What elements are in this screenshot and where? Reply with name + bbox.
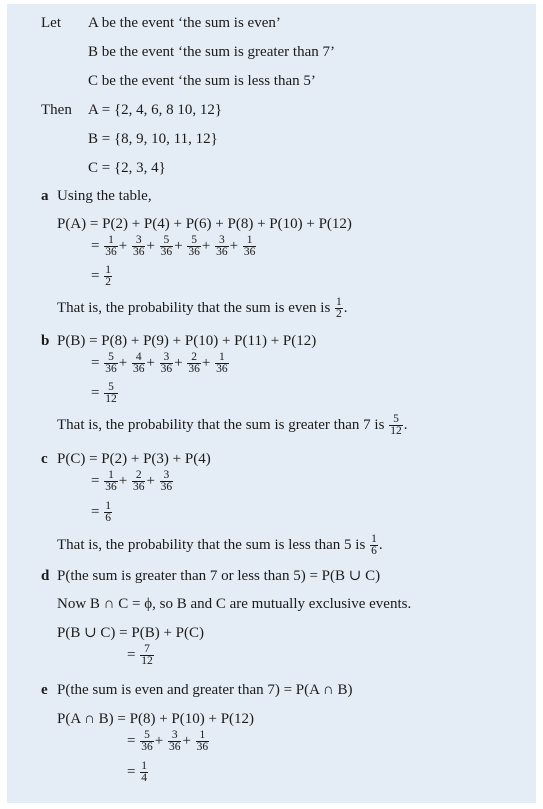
fraction: $\frac{5}{12}$ xyxy=(105,381,117,405)
fraction: $\frac{1}{36}$ xyxy=(105,469,117,493)
set-a: A = {2, 4, 6, 8 10, 12} xyxy=(88,102,223,118)
part-c-fraction-sum: = $\frac{1}{36}$ + $\frac{2}{36}$ + $\frac{3}{36}$ xyxy=(91,469,173,493)
part-a-result: = $\frac{1}{2}$ xyxy=(91,264,111,288)
event-b-def: B be the event ‘the sum is greater than 7’ xyxy=(88,44,336,60)
fraction: $\frac{5}{12}$ xyxy=(390,413,402,437)
fraction: $\frac{5}{36}$ xyxy=(141,729,153,753)
part-a-equation: P(A) = P(2) + P(4) + P(6) + P(8) + P(10) + P(12) xyxy=(57,216,352,232)
fraction: $\frac{7}{12}$ xyxy=(141,643,153,667)
part-e-label: e xyxy=(41,682,48,698)
event-a-def: A be the event ‘the sum is even’ xyxy=(88,15,281,31)
fraction: $\frac{3}{36}$ xyxy=(160,351,173,375)
fraction: $\frac{5}{36}$ xyxy=(105,351,117,375)
fraction: $\frac{1}{6}$ xyxy=(371,533,377,557)
part-c-conclusion: That is, the probability that the sum is less than 5 is $\frac{1}{6}$ . xyxy=(57,533,383,557)
part-d-label: d xyxy=(41,568,50,584)
event-c-def: C be the event ‘the sum is less than 5’ xyxy=(88,73,316,89)
fraction: $\frac{3}{36}$ xyxy=(132,234,145,258)
part-e-result: = $\frac{1}{4}$ xyxy=(127,760,147,784)
fraction: $\frac{2}{36}$ xyxy=(132,469,145,493)
fraction: $\frac{1}{36}$ xyxy=(196,729,209,753)
part-b-label: b xyxy=(41,333,50,349)
set-c: C = {2, 3, 4} xyxy=(88,160,166,176)
part-c-equation: P(C) = P(2) + P(3) + P(4) xyxy=(57,451,211,467)
let-label: Let xyxy=(41,15,61,31)
part-b-equation: P(B) = P(8) + P(9) + P(10) + P(11) + P(12) xyxy=(57,333,317,349)
part-e-equation: P(the sum is even and greater than 7) = P(A ∩ B) xyxy=(57,682,353,698)
part-a-intro: Using the table, xyxy=(57,188,152,204)
set-b: B = {8, 9, 10, 11, 12} xyxy=(88,131,218,147)
fraction: $\frac{1}{36}$ xyxy=(243,234,256,258)
part-a-fraction-sum: = $\frac{1}{36}$ + $\frac{3}{36}$ + $\frac{5}{36}$ + $\frac{5}{36}$ + $\frac{3}{36}$ + $\frac{1}{36}$ xyxy=(91,234,256,258)
part-b-conclusion: That is, the probability that the sum is greater than 7 is $\frac{5}{12}$ . xyxy=(57,413,408,437)
solution-panel xyxy=(7,4,536,803)
fraction: $\frac{1}{4}$ xyxy=(141,760,147,784)
part-b-result: = $\frac{5}{12}$ xyxy=(91,381,117,405)
part-e-fraction-sum: = $\frac{5}{36}$ + $\frac{3}{36}$ + $\frac{1}{36}$ xyxy=(127,729,209,753)
part-d-result: = $\frac{7}{12}$ xyxy=(127,643,153,667)
fraction: $\frac{3}{36}$ xyxy=(160,469,173,493)
part-c-label: c xyxy=(41,451,48,467)
fraction: $\frac{4}{36}$ xyxy=(132,351,145,375)
fraction: $\frac{1}{2}$ xyxy=(105,264,111,288)
fraction: $\frac{3}{36}$ xyxy=(168,729,181,753)
part-e-equation-2: P(A ∩ B) = P(8) + P(10) + P(12) xyxy=(57,711,255,727)
fraction: $\frac{2}{36}$ xyxy=(188,351,200,375)
part-c-result: = $\frac{1}{6}$ xyxy=(91,500,111,524)
then-label: Then xyxy=(41,102,72,118)
fraction: $\frac{5}{36}$ xyxy=(188,234,200,258)
part-a-label: a xyxy=(41,188,49,204)
part-d-equation: P(the sum is greater than 7 or less than 5) = P(B ∪ C) xyxy=(57,568,381,584)
fraction: $\frac{1}{36}$ xyxy=(216,351,228,375)
fraction: $\frac{3}{36}$ xyxy=(216,234,228,258)
fraction: $\frac{1}{6}$ xyxy=(105,500,111,524)
part-a-conclusion: That is, the probability that the sum is even is $\frac{1}{2}$ . xyxy=(57,296,348,320)
part-b-fraction-sum: = $\frac{5}{36}$ + $\frac{4}{36}$ + $\frac{3}{36}$ + $\frac{2}{36}$ + $\frac{1}{36}$ xyxy=(91,351,228,375)
fraction: $\frac{1}{36}$ xyxy=(105,234,117,258)
part-d-equation-2: P(B ∪ C) = P(B) + P(C) xyxy=(57,625,205,641)
part-d-note: Now B ∩ C = ϕ, so B and C are mutually exclusive events. xyxy=(57,596,412,612)
fraction: $\frac{1}{2}$ xyxy=(336,296,342,320)
fraction: $\frac{5}{36}$ xyxy=(160,234,173,258)
